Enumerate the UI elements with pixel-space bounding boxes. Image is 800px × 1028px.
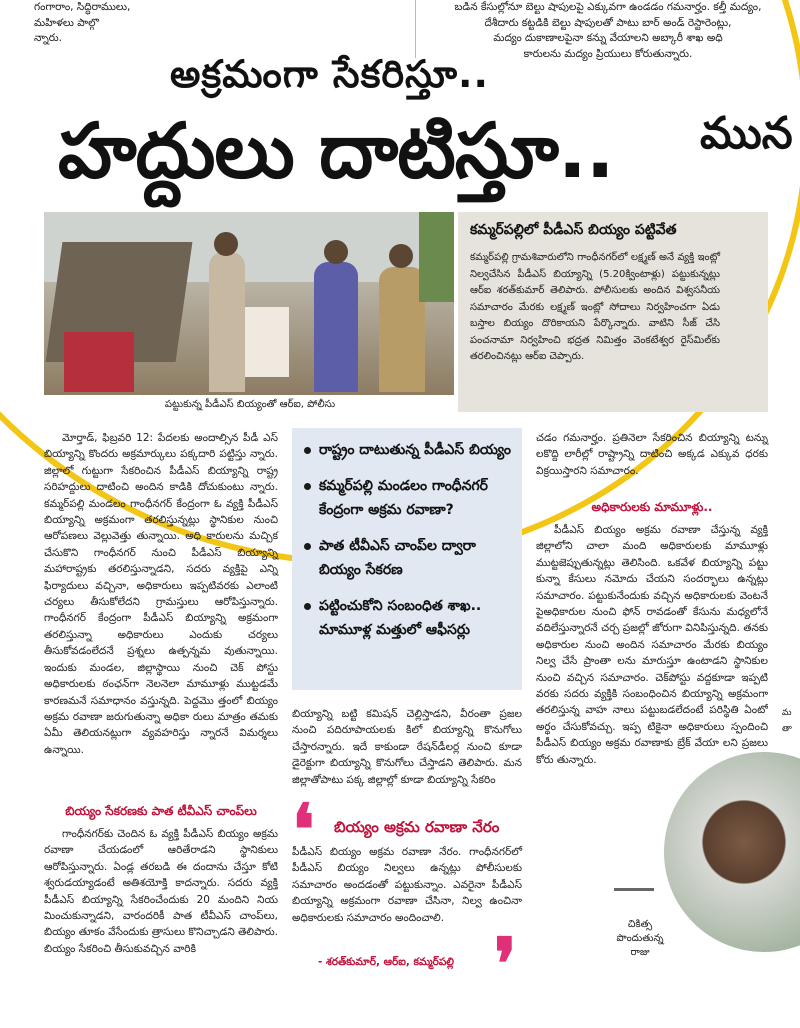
patient-caption-line: రాజు — [630, 947, 650, 958]
patient-caption-line: చికిత్స — [627, 919, 653, 930]
info-box-text: కమ్మర్‌పల్లి గ్రామశివారులోని గాంధీనగర్‌లో లక్ష్మణ్ అనే వ్యక్తి ఇంట్లో నిల్వచేసిన పీడీఎస్ బియ్యాన్ని (5.20క్వింటాళ్లు) పట్టుకున్నట్లు ఆర్‌ఐ శరత్‌కుమార్ తెలిపారు. పోలీసులకు అందిన విశ్వసనీయ సమాచారం మేరకు లక్ష్మణ్ ఇంట్లో సోదాలు నిర్వహించగా ఏడు బస్తాల బియ్యం దొరికాయని పేర్కొన్నారు. వాటిని సీజ్ చేసి పంచనామా నిర్వహించి భద్రత నిమిత్తం వెంకటేశ్వర రైస్‌మిల్‌కు తరలించినట్లు ఆర్‌ఐ చెప్పారు. — [470, 252, 720, 362]
column-1-subheading: బియ్యం సేకరణకు పాత టీవీఎస్ చాంప్‌లు — [65, 804, 257, 818]
top-right-line: దేశీదారు కట్టడికి బెల్టు షాపులతో పాటు బార్ అండ్ రెస్టారెంట్లు, — [484, 16, 732, 29]
info-box-title: కమ్మర్‌పల్లిలో పీడీఎస్ బియ్యం పట్టివేత — [470, 222, 677, 238]
bullet-icon — [304, 483, 311, 490]
pointer-arrow-icon — [614, 888, 654, 891]
patient-caption-line: పొందుతున్న — [616, 933, 664, 944]
right-edge-text — [782, 706, 800, 737]
bullet-icon — [304, 447, 311, 454]
open-quote-icon: ❛ — [292, 788, 315, 871]
quote-text: పీడీఎస్ బియ్యం అక్రమ రవాణా నేరం. గాంధీనగర్‌లో పీడీఎస్ బియ్యం నిల్వలు ఉన్నట్లు పోలీసులకు సమాచారం అందడంతో పట్టుకున్నాం. ఎవరైనా పీడీఎస్ బియ్యాన్ని అక్రమంగా రవాణా చేసినా, నిల్వ ఉంచినా అధికారులకు సమాచారం అందించాలి. — [292, 846, 522, 924]
quote-author: - శరత్‌కుమార్, ఆర్‌ఐ, కమ్మర్‌పల్లి — [318, 956, 454, 968]
highlight-text: రాష్ట్రం దాటుతున్న పీడీఎస్ బియ్యం — [319, 442, 511, 458]
highlight-item — [304, 438, 512, 462]
top-right-line: బడిన కేసుల్లోనూ బెల్టు షాపులపై ఎక్కువగా ఉండడం గమనార్హం. కల్తీ మద్యం, — [454, 1, 762, 13]
right-edge-line: తా — [782, 723, 792, 734]
headline-kicker: అక్రమంగా సేకరిస్తూ.. — [170, 52, 489, 96]
highlights-box — [292, 428, 522, 690]
top-right-line: కారులను మద్యం ప్రియులు కోరుతున్నారు. — [523, 47, 693, 60]
news-photo — [44, 212, 454, 395]
article-column-2: బియ్యాన్ని బట్టి కమిషన్ చెల్లిస్తాడని, వీరంతా ప్రజల నుంచి పదిరూపాయలకు కిలో బియ్యాన్ని కొనుగోలు చేస్తారన్నారు. ఇదే కాకుండా రేషన్‌డీలర్ల నుంచి కూడా డైరెక్టుగా బియ్యాన్ని కొనుగోలు చేస్తాడని తెలిపారు. మన జిల్లాతోపాటు పక్క జిల్లాల్లో కూడా బియ్యాన్ని సేకరిం — [292, 708, 522, 786]
highlight-item — [304, 534, 512, 582]
top-right-line: మద్యం దుకాణాలపైనా కన్ను వేయాలని అబ్కారీ శాఖ అధి — [493, 32, 723, 44]
column-3-subheading: అధికారులకు మామూళ్లు.. — [591, 500, 713, 514]
article-column-1-continued: గాంధీనగర్‌కు చెందిన ఓ వ్యక్తి పీడీఎస్ బియ్యం అక్రమ రవాణా చేయడంలో ఆరితేరాడని స్థానికులు ఆరోపిస్తున్నారు. ఏండ్ల తరబడి ఈ దందాను చేస్తూ కోటి శ్వరుడయ్యాడంటే అతిశయోక్తి కాదన్నారు. సదరు వ్యక్తి పీడీఎస్ బియ్యాన్ని సేకరించేందుకు 20 మందిని నియ మించుకున్నాడని, వారందరికీ పాత టీవీఎస్ చాంప్‌లు, బియ్యం తూకం వేసేందుకు త్రాసులు కొనిచ్చాడని తెలిపారు. బియ్యం సేకరించి తీసుకువచ్చిన వారికి — [44, 828, 278, 955]
highlight-item — [304, 594, 512, 642]
highlight-text: కమ్మర్‌పల్లి మండలం గాంధీనగర్ కేంద్రంగా అక్రమ రవాణా? — [319, 478, 488, 518]
photo-caption: పట్టుకున్న పీడీఎస్ బియ్యంతో ఆర్‌ఐ, పోలీసు — [164, 399, 336, 410]
main-headline: హద్దులు దాటిస్తూ.. — [58, 106, 614, 195]
quote-title: బియ్యం అక్రమ రవాణా నేరం — [334, 818, 500, 836]
article-column-3-continued: పీడీఎస్ బియ్యం అక్రమ రవాణా చేస్తున్న వ్యక్తి జిల్లాలోని చాలా మంది అధికారులకు మామూళ్లు ముట్టజెప్పుతున్నట్లు తెలిసింది. ఒకవేళ బియ్యాన్ని పట్టు కున్నా కేసులు నమోదు చేయని సందర్భాలు ఉన్నట్లు సమాచారం. పట్టుకునేందుకు వచ్చిన అధికారులకు వెంటనే పైఅధికారుల నుంచి ఫోన్ రావడంతో కేసును మధ్యలోనే వదిలేస్తున్నారనే చర్చ ప్రజల్లో జోరుగా వినిపిస్తున్నది. తనకు అధికారుల నుంచి అందిన సమాచారం మేరకు బియ్యం నిల్వ చేసే ప్రాంతా లను మారుస్తూ ఉంటాడని స్థానికుల నుంచి వచ్చిన సమాచారం. చెక్‌పోస్టు వద్దకూడా ఇప్పటి వరకు సదరు వ్యక్తికి సంబంధించిన బియ్యాన్ని అక్రమంగా తరలిస్తున్న వాహ నాలు పట్టుబడలేదంటే పరిస్థితి ఏంటో అర్థం చేసుకోవచ్చు. ఇప్ప టికైనా అధికారులు స్పందించి పీడీఎస్ బియ్యం అక్రమ రవాణాకు బ్రేక్ వేయా లని ప్రజలు కోరు తున్నారు. — [536, 524, 768, 766]
top-left-line: గంగారాం, సిద్ధిరాములు, — [34, 1, 131, 13]
article-column-1: మోర్తాడ్, ఫిబ్రవరి 12: పేదలకు అందాల్సిన పీడీ ఎస్ బియ్యాన్ని కొందరు అక్రమార్కులు పక్కదారి పట్టిస్తు న్నారు. జిల్లాలో గుట్టుగా సేకరించిన పీడీఎస్ బియ్యాన్ని రాష్ట్ర సరిహద్దులు దాటించి అందిన కాడికి దోచుకుంటు న్నారు. కమ్మర్‌పల్లి మండలం గాంధీనగర్ కేంద్రంగా ఓ వ్యక్తి పీడీఎస్ బియ్యాన్ని అక్రమంగా తరలిస్తున్నట్లు స్థానికుల నుంచి ఆరోపణలు వెల్లువెత్తు తున్నాయి. అధి కారులను మచ్చిక చేసుకొని గాంధీనగర్ నుంచి పీడీఎస్ బియ్యాన్ని మహారాష్ట్రకు తరలిస్తున్నాడని, సదరు వ్యక్తిపై ఎన్ని ఫిర్యాదులు వచ్చినా, అధికారులు ఇప్పటివరకు ఎలాంటి చర్యలు తీసుకోలేదని గ్రామస్తులు ఆరోపిస్తున్నారు. గాంధీనగర్ కేంద్రంగా పీడీఎస్ బియ్యాన్ని అక్రమంగా తరలిస్తున్నా అధికారులు ఎందుకు చర్యలు తీసుకోవడంలేదనే ప్రశ్నలు ఉత్పన్నమ వుతున్నాయి. ఇందుకు మండల, జిల్లాస్థాయి నుంచి చెక్ పోస్టు అధికారులకు ఠంఛన్‌గా నెలనెలా మామూళ్లు ముట్టడమే కారణమనే సమాధానం వస్తున్నది. పెద్దమొ త్తంలో బియ్యం అక్రమ రవాణా జరుగుతున్నా అధికా రులు మాత్రం తమకు ఏమీ తెలియనట్లుగా వ్యవహరిస్తు న్నారనే విమర్శలు ఉన్నాయి. — [44, 432, 278, 756]
article-column-3: చడం గమనార్హం. ప్రతినెలా సేకరించిన బియ్యాన్ని టన్ను లకొద్ది లారీల్లో రాష్ట్రాన్ని దాటించి అక్కడ ఎక్కువ ధరకు విక్రయిస్తారని సమాచారం. — [536, 432, 768, 477]
top-left-line: మహిళలు పాల్గొ — [34, 16, 99, 29]
right-edge-line: మ — [782, 708, 792, 718]
bullet-icon — [304, 543, 311, 550]
highlight-text: పట్టించుకోని సంబంధిత శాఖ.. మామూళ్ల మత్తులో ఆఫీసర్లు — [319, 598, 482, 638]
close-quote-icon: ❜ — [494, 922, 517, 1005]
top-left-line: న్నారు. — [34, 32, 62, 44]
top-left-text — [34, 0, 204, 47]
top-divider — [415, 0, 416, 58]
highlight-text: పాత టీవీఎస్ చాంప్‌ల ద్వారా బియ్యం సేకరణ — [319, 538, 476, 578]
right-headline-fragment: మున — [700, 108, 793, 159]
highlight-item — [304, 474, 512, 522]
patient-caption — [600, 918, 680, 960]
bullet-icon — [304, 603, 311, 610]
